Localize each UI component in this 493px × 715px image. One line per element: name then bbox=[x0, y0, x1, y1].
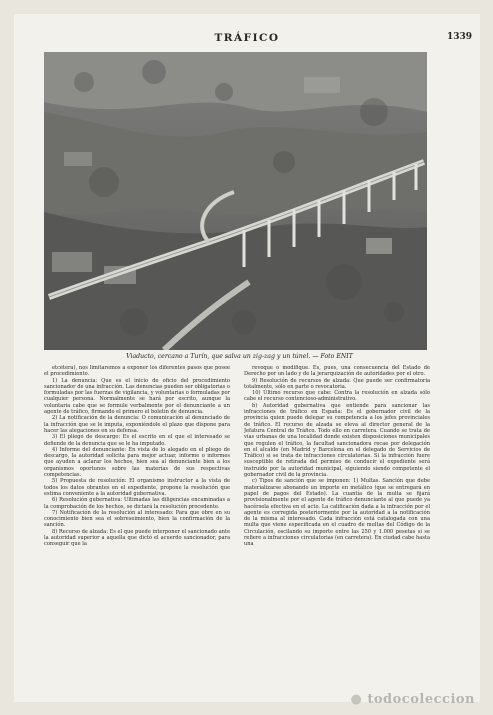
paragraph: 6) Resolución gubernativa: Ultimadas las diligencias encaminadas a la comprobación de los hechos, se dictará la resolución procedente. bbox=[44, 497, 230, 510]
paragraph: 5) Propuesta de resolución: El organismo instructor a la vista de todos los datos obrantes en el expediente, propone la resolución que estima conveniente a la autoridad gubernativa. bbox=[44, 478, 230, 497]
paragraph: 10) Último recurso que cabe: Contra la resolución en alzada sólo cabe el recurso contencioso-administrativo. bbox=[244, 390, 430, 403]
paragraph: 3) El pliego de descargo: Es el escrito en el que el interesado se defiende de la denuncia que se le ha imputado. bbox=[44, 434, 230, 447]
watermark-text: todocoleccion bbox=[367, 692, 475, 707]
paragraph: c) Tipos de sanción que se imponen: 1) Multas. Sanción que debe materializarse abonando un importe en metálico (que se entregará en papel de pagos del Estado). La cuantía de la multa se fijará provisionalmente por el agente de tráfico denunciante al que puede ya hacérsela efectiva en el acto. La calificación dada a la infracción por el agente es corregida posteriormente por la autoridad a la notificación de la misma al interesado. Cada infracción está catalogada con una multa que viene especificada en el cuadro de multas del Código de la Circulación, oscilando su importe entre las 250 y 1.000 pesetas si se refiere a infracciones circulatorias (en carretera). En ciudad cabe hasta una bbox=[244, 478, 430, 548]
photo-caption: Viaducto, cercano a Turín, que salva un zig-zag y un túnel. — Foto ENIT bbox=[126, 353, 353, 360]
watermark-logo bbox=[351, 692, 476, 707]
watermark-dot-icon: ● bbox=[350, 692, 363, 707]
page-number: 1339 bbox=[446, 32, 472, 42]
paragraph: 8) Recurso de alzada: Es el que puede interponer el sancionado ante la autoridad superior a aquella que dictó el acuerdo sancionador, para conseguir que la bbox=[44, 528, 230, 548]
paragraph: 4) Informe del denunciante: En vista de lo alegado en el pliego de descargo, la autoridad solicita para mejor actuar, informe o informes que ayuden a aclarar los hechos, bien sea al denunciante bien a los organismos oportunos sobre las materias de sus respectivas competencias. bbox=[44, 446, 230, 479]
paragraph: b) Autoridad gubernativa que entiende para sancionar las infracciones de tráfico en España: Es el gobernador civil de la provincia quien puede delegar su competencia a los jefes provinciales de tráfico. El recurso de alzada se eleva al director general de la Jefatura Central de Tráfico. Todo ello en carretera. Cuando se trata de vías urbanas de una localidad donde existen disposiciones municipales que regulen el tráfico, la facultad sancionadora recae por delegación en el alcalde (en Madrid y Barcelona en el delegado de Servicios de Tráfico) si se trata de infracciones circulatorias. Si la infracción fuere susceptible de retirada del permiso de conducir el expediente será instruido por la autoridad municipal, siguiendo siendo competente el gobernador civil de la provincia. bbox=[244, 402, 430, 479]
paragraph: etcétera), nos limitaremos a exponer los diferentes pasos que posee el procedimiento. bbox=[44, 365, 230, 378]
paragraph: 2) La notificación de la denuncia: O comunicación al denunciado de la infracción que se le imputa, exponiéndole el plazo que dispone para hacer las alegaciones en su defensa. bbox=[44, 415, 230, 434]
right-column bbox=[244, 365, 430, 695]
document-page bbox=[14, 14, 480, 702]
page-header bbox=[14, 32, 480, 46]
page-title: TRÁFICO bbox=[214, 32, 280, 44]
body-text bbox=[44, 365, 430, 695]
viaduct-photo bbox=[44, 52, 427, 350]
paragraph: revoque o modifique. Es, pues, una consecuencia del Estado de Derecho por un lado y de la jerarquización de autoridades por el otro. bbox=[244, 365, 430, 378]
left-column bbox=[44, 365, 230, 695]
paragraph: 9) Resolución de recursos de alzada: Que puede ser confirmatoria totalmente, sólo en parte o revocatoria. bbox=[244, 377, 430, 390]
paragraph: 1) La denuncia: Que es el inicio de oficio del procedimiento sancionador de una infracción. Las denuncias pueden ser obligatorias o formuladas por las fuerzas de vigilancia, y voluntarias o formuladas por cualquier persona. Normalmente se hará por escrito, aunque la voluntaria cabe que se formule verbalmente por el denunciante a un agente de tráfico, firmando el primero el boletín de denuncia. bbox=[44, 377, 230, 416]
viaduct-photo-illustration bbox=[44, 52, 427, 350]
paragraph: 7) Notificación de la resolución al interesado: Para que obre en su conocimiento bien sea el sobreseimiento, bien la confirmación de la sanción. bbox=[44, 509, 230, 529]
